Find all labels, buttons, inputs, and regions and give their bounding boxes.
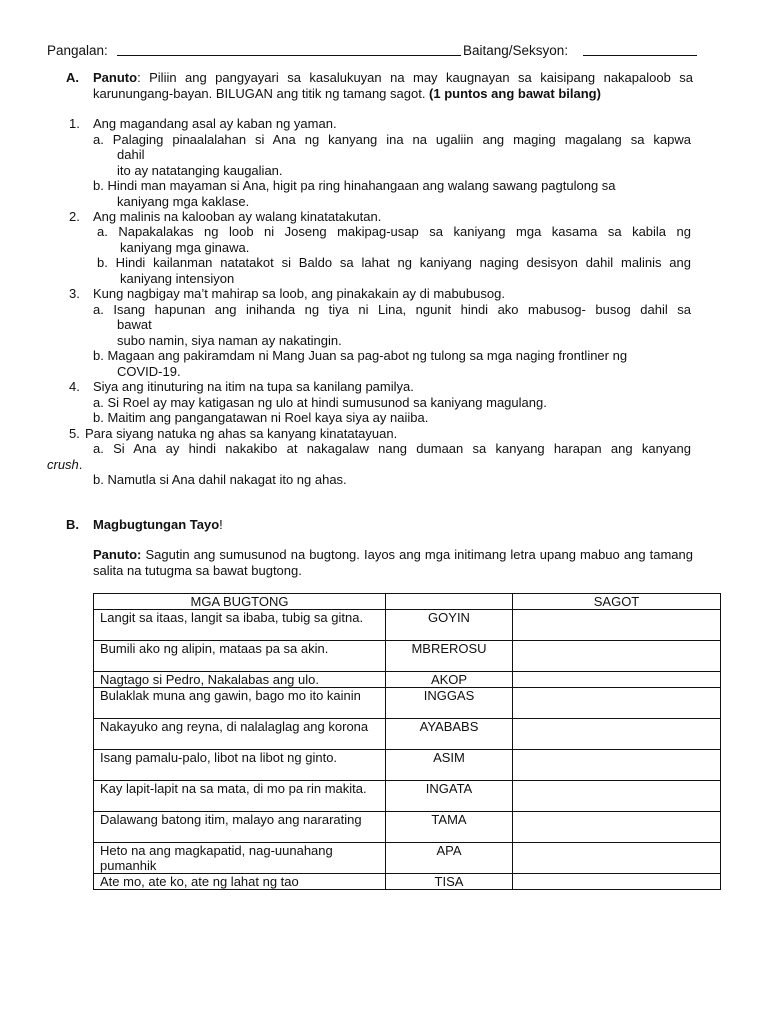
item-4-number: 4. bbox=[69, 379, 80, 394]
item-1-choice-b[interactable]: b. Hindi man mayaman si Ana, higit pa ring hinahangaan ang walang sawang pagtulong sa bbox=[93, 178, 616, 193]
name-label: Pangalan: bbox=[47, 43, 108, 58]
item-3-choice-b[interactable]: b. Magaan ang pakiramdam ni Mang Juan sa pag-abot ng tulong sa mga naging frontliner ng bbox=[93, 348, 628, 363]
item-2-proverb: Ang malinis na kalooban ay walang kinatatakutan. bbox=[93, 209, 382, 224]
answer-cell[interactable] bbox=[513, 812, 721, 843]
item-4-choice-b[interactable]: b. Maitim ang pangangatawan ni Roel kaya siya ay naiiba. bbox=[93, 410, 429, 425]
col-header-scrambled bbox=[386, 594, 513, 610]
scrambled-word: APA bbox=[386, 843, 513, 874]
item-5-choice-b[interactable]: b. Namutla si Ana dahil nakagat ito ng ahas. bbox=[93, 472, 347, 487]
table-row bbox=[94, 781, 721, 812]
col-header-riddles: MGA BUGTONG bbox=[94, 594, 386, 610]
answer-cell[interactable] bbox=[513, 874, 721, 890]
item-2-choice-a-cont: kaniyang mga ginawa. bbox=[120, 240, 250, 255]
riddle-text: Kay lapit-lapit na sa mata, di mo pa rin makita. bbox=[94, 781, 386, 812]
riddle-text: Nagtago si Pedro, Nakalabas ang ulo. bbox=[94, 672, 386, 688]
scrambled-word: INGGAS bbox=[386, 688, 513, 719]
section-a-instruction-label: Panuto bbox=[93, 70, 138, 85]
section-a-points: (1 puntos ang bawat bilang) bbox=[429, 85, 601, 101]
riddle-text: Nakayuko ang reyna, di nalalaglag ang korona bbox=[94, 719, 386, 750]
table-row bbox=[94, 688, 721, 719]
item-3-choice-a-cont: bawat bbox=[117, 317, 152, 332]
col-header-answer: SAGOT bbox=[513, 594, 721, 610]
answer-cell[interactable] bbox=[513, 843, 721, 874]
scrambled-word: ASIM bbox=[386, 750, 513, 781]
riddle-text: Bumili ako ng alipin, mataas pa sa akin. bbox=[94, 641, 386, 672]
item-1-choice-a-cont2: ito ay natatanging kaugalian. bbox=[117, 163, 283, 178]
section-b-letter: B. bbox=[66, 517, 79, 532]
table-row bbox=[94, 812, 721, 843]
riddle-text: Heto na ang magkapatid, nag-uunahang pumanhik bbox=[94, 843, 386, 874]
section-a-instruction-text bbox=[93, 70, 693, 101]
answer-cell[interactable] bbox=[513, 688, 721, 719]
item-2-choice-b-cont: kaniyang intensiyon bbox=[120, 271, 235, 286]
item-2-number: 2. bbox=[69, 209, 80, 224]
item-2-choice-b[interactable]: b. Hindi kailanman natatakot si Baldo sa lahat ng kaniyang naging desisyon dahil malinis ang bbox=[97, 255, 691, 270]
section-b-title: Magbugtungan Tayo! bbox=[93, 517, 223, 532]
riddle-table bbox=[93, 593, 721, 890]
item-3-choice-a-cont2: subo namin, siya naman ay nakatingin. bbox=[117, 333, 342, 348]
scrambled-word: INGATA bbox=[386, 781, 513, 812]
item-3-number: 3. bbox=[69, 286, 80, 301]
answer-cell[interactable] bbox=[513, 719, 721, 750]
section-b-instructions bbox=[93, 547, 693, 578]
item-4-proverb: Siya ang itinuturing na itim na tupa sa kanilang pamilya. bbox=[93, 379, 414, 394]
table-row bbox=[94, 610, 721, 641]
item-5-proverb: Para siyang natuka ng ahas sa kanyang kinatatayuan. bbox=[85, 426, 398, 441]
item-1-choice-a-cont: dahil bbox=[117, 147, 145, 162]
riddle-text: Isang pamalu-palo, libot na libot ng ginto. bbox=[94, 750, 386, 781]
riddle-text: Ate mo, ate ko, ate ng lahat ng tao bbox=[94, 874, 386, 890]
section-b-instruction-label: Panuto: bbox=[93, 547, 142, 562]
scrambled-word: AYABABS bbox=[386, 719, 513, 750]
answer-cell[interactable] bbox=[513, 781, 721, 812]
riddle-text: Bulaklak muna ang gawin, bago mo ito kainin bbox=[94, 688, 386, 719]
scrambled-word: TISA bbox=[386, 874, 513, 890]
item-5-number: 5. bbox=[69, 426, 80, 441]
item-1-choice-a[interactable]: a. Palaging pinaalalahan si Ana ng kanyang ina na ugaliin ang maging magalang sa kapwa bbox=[93, 132, 691, 147]
section-a-instruction-body: : Piliin ang pangyayari sa kasalukuyan na may kaugnayan sa kaisipang nakapaloob sa karunungang-bayan. BILUGAN ang titik ng tamang sagot. bbox=[93, 70, 693, 101]
answer-cell[interactable] bbox=[513, 750, 721, 781]
answer-cell[interactable] bbox=[513, 672, 721, 688]
table-row bbox=[94, 672, 721, 688]
item-4-choice-a[interactable]: a. Si Roel ay may katigasan ng ulo at hindi sumusunod sa kaniyang magulang. bbox=[93, 395, 547, 410]
item-5-choice-a[interactable]: a. Si Ana ay hindi nakakibo at nakagalaw nang dumaan sa kanyang harapan ang kanyang bbox=[93, 441, 691, 456]
scrambled-word: TAMA bbox=[386, 812, 513, 843]
scrambled-word: GOYIN bbox=[386, 610, 513, 641]
table-row bbox=[94, 641, 721, 672]
item-3-choice-b-cont: COVID-19. bbox=[117, 364, 181, 379]
item-3-proverb: Kung nagbigay ma’t mahirap sa loob, ang pinakakain ay di mabubusog. bbox=[93, 286, 505, 301]
riddle-text: Dalawang batong itim, malayo ang nararating bbox=[94, 812, 386, 843]
answer-cell[interactable] bbox=[513, 610, 721, 641]
answer-cell[interactable] bbox=[513, 641, 721, 672]
item-2-choice-a[interactable]: a. Napakalakas ng loob ni Joseng makipag-usap sa kaniyang mga kasama sa kabila ng bbox=[97, 224, 691, 239]
table-row bbox=[94, 874, 721, 890]
section-b-instruction-body: Sagutin ang sumusunod na bugtong. Iayos ang mga initimang letra upang mabuo ang tamang salita na tutugma sa bawat bugtong. bbox=[93, 547, 693, 578]
item-1-choice-b-cont: kaniyang mga kaklase. bbox=[117, 194, 250, 209]
table-row bbox=[94, 843, 721, 874]
table-row bbox=[94, 750, 721, 781]
grade-section-label: Baitang/Seksyon: bbox=[463, 43, 569, 58]
item-3-choice-a[interactable]: a. Isang hapunan ang inihanda ng tiya ni Lina, ngunit hindi ako mabusog- busog dahil sa bbox=[93, 302, 691, 317]
scrambled-word: MBREROSU bbox=[386, 641, 513, 672]
item-5-choice-a-cont: crush. bbox=[47, 457, 83, 472]
riddle-text: Langit sa itaas, langit sa ibaba, tubig sa gitna. bbox=[94, 610, 386, 641]
worksheet-header bbox=[47, 43, 697, 61]
item-1-proverb: Ang magandang asal ay kaban ng yaman. bbox=[93, 116, 337, 131]
scrambled-word: AKOP bbox=[386, 672, 513, 688]
table-row bbox=[94, 719, 721, 750]
riddle-table-header bbox=[94, 594, 721, 610]
section-a-letter: A. bbox=[66, 70, 79, 85]
item-1-number: 1. bbox=[69, 116, 80, 131]
